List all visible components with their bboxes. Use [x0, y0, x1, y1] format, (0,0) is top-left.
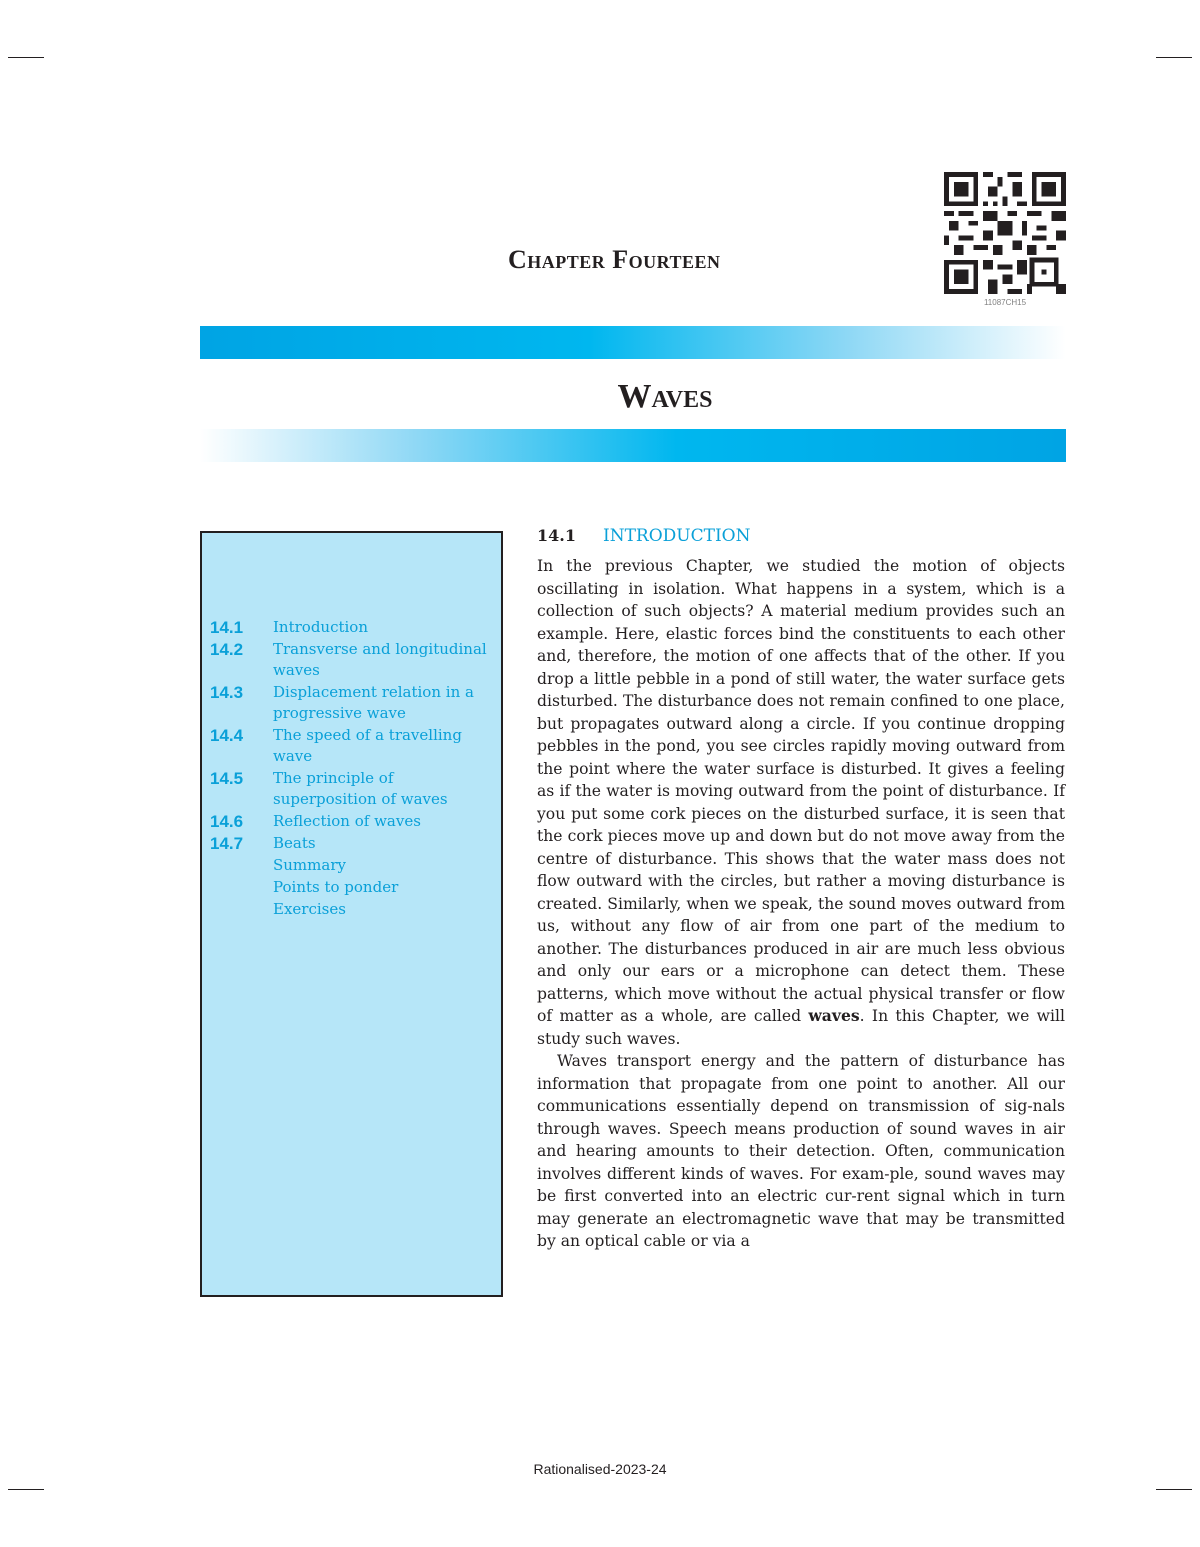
- chapter-label: Chapter Fourteen: [508, 245, 721, 274]
- body-text: [537, 555, 1065, 1253]
- contents-list: [210, 617, 498, 921]
- section-title: INTRODUCTION: [603, 526, 751, 546]
- toc-item-title: Transverse and longitudinal waves: [273, 640, 487, 679]
- toc-item-title: Beats: [273, 834, 316, 852]
- toc-item-number: [210, 877, 273, 898]
- toc-item[interactable]: [210, 877, 498, 898]
- toc-item[interactable]: [210, 811, 498, 832]
- toc-item[interactable]: [210, 617, 498, 638]
- section-number: 14.1: [537, 526, 576, 545]
- qr-code-id: 11087CH15: [983, 298, 1027, 307]
- toc-item-title: Introduction: [273, 618, 368, 636]
- page-title: Waves: [617, 378, 713, 415]
- toc-item-number: 14.6: [210, 812, 244, 831]
- bold-term: waves: [808, 1006, 860, 1025]
- toc-item[interactable]: [210, 639, 498, 681]
- crop-mark-top-left: [8, 57, 44, 58]
- qr-code-icon[interactable]: [944, 172, 1066, 294]
- toc-item[interactable]: [210, 725, 498, 767]
- toc-item[interactable]: [210, 768, 498, 810]
- title-band-top: [200, 326, 1066, 359]
- paragraph-text: . In this Chapter, we will study such waves.: [537, 1007, 1065, 1048]
- crop-mark-top-right: [1156, 57, 1192, 58]
- paragraph: [537, 555, 1065, 1050]
- toc-item-title: The principle of superposition of waves: [273, 769, 448, 808]
- toc-item-title: The speed of a travelling wave: [273, 726, 462, 765]
- paragraph-text: In the previous Chapter, we studied the motion of objects oscillating in isolation. What happens in a system, which is a collection of such objects? A material medium provides such an example. Here, elastic forces bind the constituents to each other and, therefore, the motion of one affects that of the other. If you drop a little pebble in a pond of still water, the water surface gets disturbed. The disturbance does not remain confined to one place, but propagates outward along a circle. If you continue dropping pebbles in the pond, you see circles rapidly moving outward from the point where the water surface is disturbed. It gives a feeling as if the water is moving outward from the point of disturbance. If you put some cork pieces on the disturbed surface, it is seen that the cork pieces move up and down but do not move away from the centre of disturbance. This shows that the water mass does not flow outward with the circles, but rather a moving disturbance is created. Similarly, when we speak, the sound moves outward from us, without any flow of air from one part of the medium to another. The disturbances produced in air are much less obvious and only our ears or a microphone can detect them. These patterns, which move without the actual physical transfer or flow of matter as a whole, are called: [537, 557, 1065, 1025]
- toc-item[interactable]: [210, 833, 498, 854]
- toc-item-title: Points to ponder: [273, 878, 399, 896]
- contents-box: [200, 531, 503, 1297]
- toc-item-title: Summary: [273, 856, 346, 874]
- paragraph: Waves transport energy and the pattern of disturbance has information that propagate from one point to another. All our communications essentially depend on transmission of sig-nals through waves. Speech means production of sound waves in air and hearing amounts to their detection. Often, communication involves different kinds of waves. For exam-ple, sound waves may be first converted into an electric cur-rent signal which in turn may generate an electromagnetic wave that may be transmitted by an optical cable or via a: [537, 1052, 1065, 1250]
- crop-mark-bottom-right: [1156, 1489, 1192, 1490]
- footer-note: Rationalised-2023-24: [533, 1461, 667, 1477]
- toc-item-number: 14.1: [210, 618, 244, 637]
- toc-item-number: [210, 899, 273, 920]
- toc-item-number: 14.5: [210, 769, 244, 788]
- section-heading: [537, 524, 1067, 548]
- toc-item-number: 14.3: [210, 683, 244, 702]
- toc-item[interactable]: [210, 682, 498, 724]
- toc-item-number: 14.4: [210, 726, 244, 745]
- toc-item-number: 14.2: [210, 640, 244, 659]
- toc-item-title: Exercises: [273, 900, 346, 918]
- toc-item[interactable]: [210, 899, 498, 920]
- toc-item-number: [210, 855, 273, 876]
- toc-item-number: 14.7: [210, 834, 244, 853]
- toc-item-title: Displacement relation in a progressive wave: [273, 683, 474, 722]
- toc-item-title: Reflection of waves: [273, 812, 421, 830]
- crop-mark-bottom-left: [8, 1489, 44, 1490]
- toc-item[interactable]: [210, 855, 498, 876]
- title-band-bottom: [200, 429, 1066, 462]
